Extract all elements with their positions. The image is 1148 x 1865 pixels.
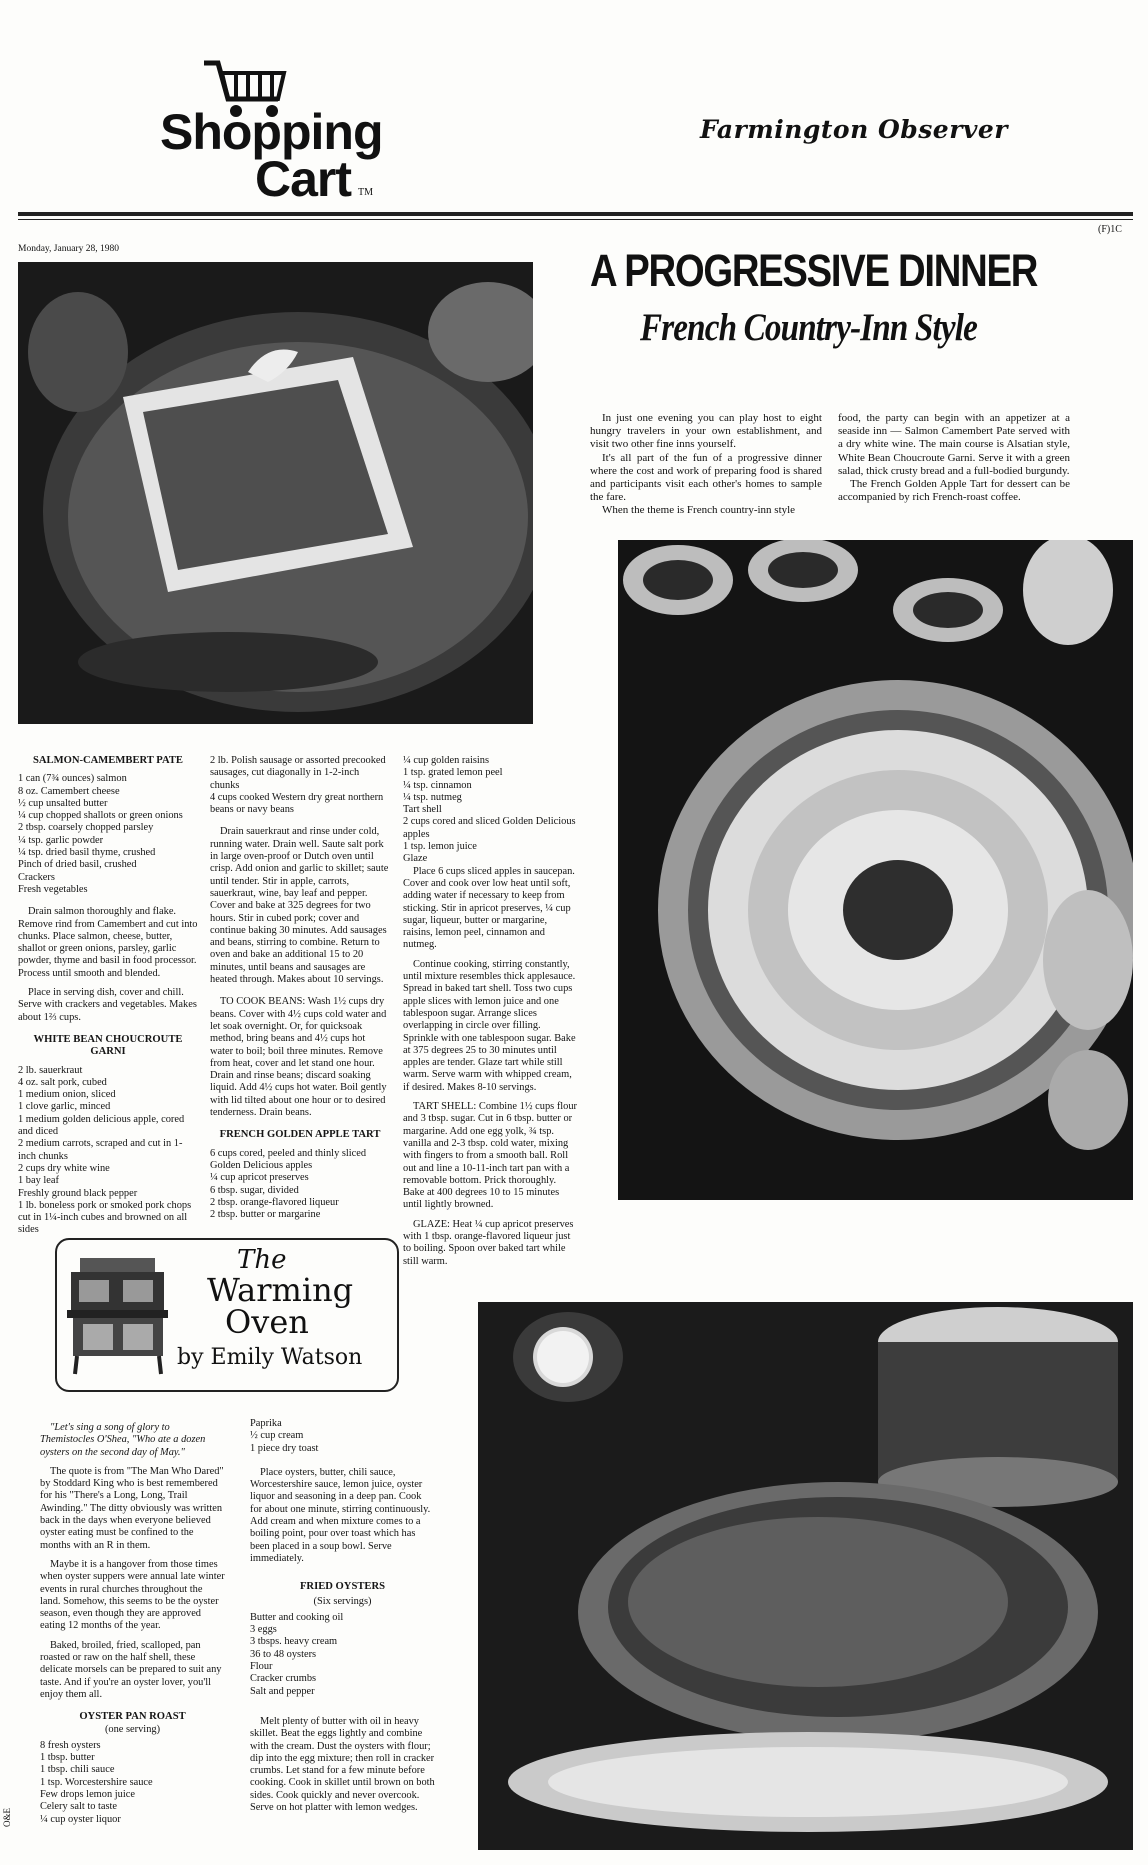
- ingredient: Crackers: [18, 871, 55, 883]
- ingredient: Cracker crumbs: [250, 1673, 317, 1685]
- ingredient: Freshly ground black pepper: [18, 1187, 138, 1199]
- shopping-cart-logo: [160, 55, 430, 215]
- recipe-title: FRENCH GOLDEN APPLE TART: [219, 1129, 381, 1141]
- recipe-step: TART SHELL: Combine 1½ cups flour and 3 tbsp. sugar. Cut in 6 tbsp. butter or margarine. Add one egg yolk, ¾ tsp. vanilla and 2-3 tbsp. cold water, mixing with fingers to from a smooth ball. Roll out and line a 10-11-inch tart pan with a removable bottom. Prick thoroughly. Bake at 400 degrees 10 to 15 minutes until lightly browned.: [403, 1101, 578, 1211]
- logo-word-cart: Cart: [255, 151, 352, 207]
- intro-paragraph: food, the party can begin with an appetizer at a seaside inn — Salmon Camembert Pate served with a dry white wine. The main course is Alsatian style, White Bean Choucroute Garni. Serve it with a green salad, thick crusty bread and a full-bodied burgundy.: [838, 412, 1070, 477]
- ingredient: ¼ cup golden raisins: [403, 755, 489, 766]
- ingredient: 2 medium carrots, scraped and cut in 1-inch chunks: [18, 1138, 183, 1162]
- ingredient-list: [210, 755, 390, 816]
- recipe-title: SALMON-CAMEMBERT PATE: [32, 755, 183, 766]
- warming-oven-left-column: [40, 1422, 225, 1826]
- ingredient: 2 lb. sauerkraut: [18, 1064, 83, 1076]
- intro-paragraph: When the theme is French country-inn style: [602, 504, 796, 517]
- ingredient: 2 tbsp. butter or margarine: [210, 1209, 321, 1221]
- ingredient: 8 oz. Camembert cheese: [18, 785, 120, 797]
- apple-tart-illustration: [618, 540, 1133, 1200]
- warming-oven-byline: by Emily Watson: [177, 1345, 363, 1370]
- ingredient: 1 tsp. lemon juice: [403, 841, 477, 853]
- ingredient: 1 tbsp. butter: [40, 1752, 95, 1764]
- ingredient: ¼ cup chopped shallots or green onions: [18, 810, 183, 822]
- section-label: (F)1C: [1098, 224, 1122, 235]
- column-paragraph: Maybe it is a hangover from those times when oyster suppers were annual late winter events in rural churches throughout the land. Somehow, this seems to be the oyster season, even though they are approved eating 12 months of the year.: [40, 1558, 225, 1632]
- ingredient: ¼ cup oyster liquor: [40, 1813, 121, 1825]
- ingredient-list: [250, 1612, 435, 1698]
- pate-photo-illustration: [18, 262, 533, 724]
- warming-oven-title-1: Warming: [207, 1271, 354, 1309]
- intro-left-column: [590, 412, 822, 518]
- recipe-servings: (Six servings): [313, 1595, 372, 1607]
- ingredient: ½ cup unsalted butter: [18, 797, 108, 809]
- ingredient: 2 tbsp. orange-flavored liqueur: [210, 1196, 339, 1208]
- logo-word-shopping: Shopping: [160, 104, 383, 160]
- recipe-column-1: [18, 755, 198, 1237]
- trademark: TM: [358, 187, 373, 198]
- column-paragraph: The quote is from "The Man Who Dared" by Stoddard King who is best remembered for his "There's a Long, Long, Trail Awinding." The ditty obviously was written back in the days when everyone believed oyster eating must be confined to the months with an R in them.: [40, 1465, 224, 1551]
- intro-paragraph: It's all part of the fun of a progressive dinner where the cost and work of preparing food is shared and participants visit each other's homes to sample the fare.: [590, 451, 822, 504]
- ingredient: 1 piece dry toast: [250, 1442, 319, 1454]
- recipe-step: Place 6 cups sliced apples in saucepan. Cover and cook over low heat until soft, adding water if necessary to keep from sticking. Stir in apricot preserves, ¼ cup sugar, liqueur, butter or margarine, raisins, lemon peel, cinnamon and nutmeg.: [403, 865, 575, 951]
- masthead: Farmington Observer: [700, 115, 1008, 144]
- ingredient-list: [403, 755, 578, 866]
- column-paragraph: Baked, broiled, fried, scalloped, pan roasted or raw on the half shell, these delicate morsels can be prepared to suit any taste. And if you're an oyster lover, you'll enjoy them all.: [40, 1639, 222, 1700]
- ingredient: 1 medium golden delicious apple, cored and diced: [18, 1113, 185, 1138]
- oyster-photo: [478, 1302, 1133, 1850]
- header-rule: [18, 212, 1133, 216]
- ingredient: 1 tbsp. chili sauce: [40, 1764, 115, 1776]
- date-line: Monday, January 28, 1980: [18, 244, 119, 254]
- recipe-title: WHITE BEAN CHOUCROUTE GARNI: [33, 1033, 183, 1058]
- article-subhead: French Country-Inn Style: [640, 306, 977, 349]
- ingredient: Fresh vegetables: [18, 883, 88, 895]
- ingredient: 1 clove garlic, minced: [18, 1101, 111, 1113]
- warming-oven-right-column: [250, 1418, 435, 1821]
- recipe-step: Drain sauerkraut and rinse under cold, running water. Drain well. Saute salt pork in large oven-proof or Dutch oven until crisp. Add onion and garlic to skillet; saute until tender. Stir in apple, carrots, sauerkraut, wine, bay leaf and pepper. Cover and bake at 325 degrees for two hours. Stir in cubed pork; cover and continue baking 30 minutes. Add sausages and beans, stirring to combine. Return to oven and bake an additional 15 to 20 minutes, until beans and sausages are heated through. Makes about 10 servings.: [210, 826, 389, 986]
- ingredient: ¼ tsp. nutmeg: [403, 791, 462, 803]
- stove-icon: [65, 1250, 170, 1380]
- ingredient: 1 bay leaf: [18, 1175, 59, 1187]
- ingredient: ¼ tsp. cinnamon: [403, 779, 472, 791]
- intro-paragraph: The French Golden Apple Tart for dessert can be accompanied by rich French-roast coffee.: [838, 478, 1070, 504]
- ingredient: 1 medium onion, sliced: [18, 1089, 116, 1101]
- ingredient: 1 lb. boneless pork or smoked pork chops cut in 1¼-inch cubes and browned on all sides: [18, 1199, 192, 1236]
- ingredient: Celery salt to taste: [40, 1801, 118, 1813]
- ingredient: ½ cup cream: [250, 1430, 304, 1442]
- intro-right-column: [838, 412, 1070, 504]
- recipe-step: GLAZE: Heat ¼ cup apricot preserves with 1 tbsp. orange-flavored liqueur just to boiling. Spoon over baked tart while still warm.: [403, 1218, 574, 1267]
- ingredient: Pinch of dried basil, crushed: [18, 859, 137, 871]
- ingredient: 2 cups dry white wine: [18, 1162, 110, 1174]
- apple-tart-photo: [618, 540, 1133, 1200]
- side-mark: O&E: [2, 1808, 12, 1827]
- ingredient-list: [250, 1418, 435, 1455]
- recipe-step: TO COOK BEANS: Wash 1½ cups dry beans. Cover with 4½ cups cold water and let soak overnight. Or, for quicksoak method, bring beans and 4½ cups hot water to boil; boil three minutes. Remove from heat, cover and let stand one hour. Drain and rinse beans; discard soaking liquid. Add 4½ cups hot water. Boil gently with lid tilted about one hour or to desired tenderness. Drain beans.: [210, 996, 387, 1119]
- ingredient: 1 can (7¾ ounces) salmon: [18, 773, 127, 785]
- ingredient: ¼ tsp. garlic powder: [18, 834, 104, 846]
- ingredient: Tart shell: [403, 804, 442, 816]
- ingredient: Paprika: [250, 1418, 282, 1429]
- ingredient: 1 tsp. grated lemon peel: [403, 767, 503, 779]
- recipe-step: Melt plenty of butter with oil in heavy skillet. Beat the eggs lightly and combine with the cream. Dust the oysters with flour; dip into the egg mixture; then roll in cracker crumbs. Let stand for a few minute before cooking. Cook in skillet until brown on both sides. Cook quickly and never overcook. Serve on hot platter with lemon wedges.: [250, 1715, 435, 1814]
- recipe-column-2: [210, 755, 390, 1221]
- warming-oven-title-2: Oven: [225, 1303, 309, 1341]
- ingredient: 2 lb. Polish sausage or assorted precooked sausages, cut diagonally in 1-2-inch chunks: [210, 755, 386, 791]
- column-paragraph: "Let's sing a song of glory to Themistocles O'Shea, "Who ate a dozen oysters on the second day of May.": [40, 1422, 206, 1458]
- recipe-step: Place in serving dish, cover and chill. Serve with crackers and vegetables. Makes about 1⅔ cups.: [18, 987, 197, 1023]
- ingredient: Flour: [250, 1661, 273, 1673]
- intro-paragraph: In just one evening you can play host to eight hungry travelers in your own establishment, and visit two other fine inns yourself.: [590, 412, 822, 451]
- warming-oven-the: The: [237, 1245, 287, 1275]
- header-rule-thin: [18, 219, 1133, 220]
- recipe-title: OYSTER PAN ROAST: [79, 1711, 186, 1723]
- ingredient: 6 cups cored, peeled and thinly sliced Golden Delicious apples: [210, 1147, 367, 1171]
- ingredient: 1 tsp. Worcestershire sauce: [40, 1776, 153, 1788]
- recipe-title: FRIED OYSTERS: [299, 1581, 386, 1593]
- ingredient: 2 cups cored and sliced Golden Delicious apples: [403, 816, 576, 840]
- ingredient: 6 tbsp. sugar, divided: [210, 1184, 299, 1196]
- ingredient-list: [18, 1065, 198, 1237]
- recipe-column-3: [403, 755, 578, 1275]
- ingredient: 8 fresh oysters: [40, 1739, 101, 1751]
- ingredient: Few drops lemon juice: [40, 1789, 135, 1801]
- article-headline: A PROGRESSIVE DINNER: [590, 245, 1038, 296]
- ingredient-list: [18, 773, 198, 896]
- ingredient-list: [40, 1740, 225, 1826]
- pate-photo: [18, 262, 533, 724]
- warming-oven-header: [55, 1238, 399, 1392]
- recipe-step: Place oysters, butter, chili sauce, Worcestershire sauce, lemon juice, oyster liquor and seasoning in a deep pan. Cook for about one minute, stirring continuously. Add cream and when mixture comes to a boiling point, pour over toast which has been placed in a soup bowl. Serve immediately.: [250, 1466, 431, 1564]
- ingredient: 36 to 48 oysters: [250, 1648, 317, 1660]
- ingredient: ¼ tsp. dried basil thyme, crushed: [18, 847, 156, 859]
- ingredient: Glaze: [403, 853, 428, 865]
- ingredient-list: [210, 1148, 390, 1222]
- ingredient: ¼ cup apricot preserves: [210, 1172, 309, 1184]
- ingredient: Butter and cooking oil: [250, 1611, 344, 1623]
- ingredient: 4 oz. salt pork, cubed: [18, 1076, 107, 1088]
- ingredient: Salt and pepper: [250, 1685, 315, 1697]
- ingredient: 3 eggs: [250, 1624, 277, 1636]
- ingredient: 2 tbsp. coarsely chopped parsley: [18, 822, 154, 834]
- recipe-step: Continue cooking, stirring constantly, until mixture resembles thick applesauce. Spread in baked tart shell. Toss two cups apple slices with lemon juice and one tablespoon sugar. Arrange slices overlapping in circle over filling. Sprinkle with one tablespoon sugar. Bake at 375 degrees 25 to 30 minutes until apples are tender. Glaze tart while still warm. Serve warm with whipped cream, if desired. Makes 8-10 servings.: [403, 958, 576, 1093]
- ingredient: 4 cups cooked Western dry great northern beans or navy beans: [210, 791, 384, 816]
- ingredient: 3 tbsps. heavy cream: [250, 1636, 338, 1648]
- recipe-servings: (one serving): [104, 1723, 161, 1735]
- recipe-step: Drain salmon thoroughly and flake. Remove rind from Camembert and cut into chunks. Place salmon, cheese, butter, shallot or green onions, parsley, garlic powder, thyme and basil in food processor. Process until smooth and blended.: [18, 906, 198, 979]
- oyster-photo-illustration: [478, 1302, 1133, 1850]
